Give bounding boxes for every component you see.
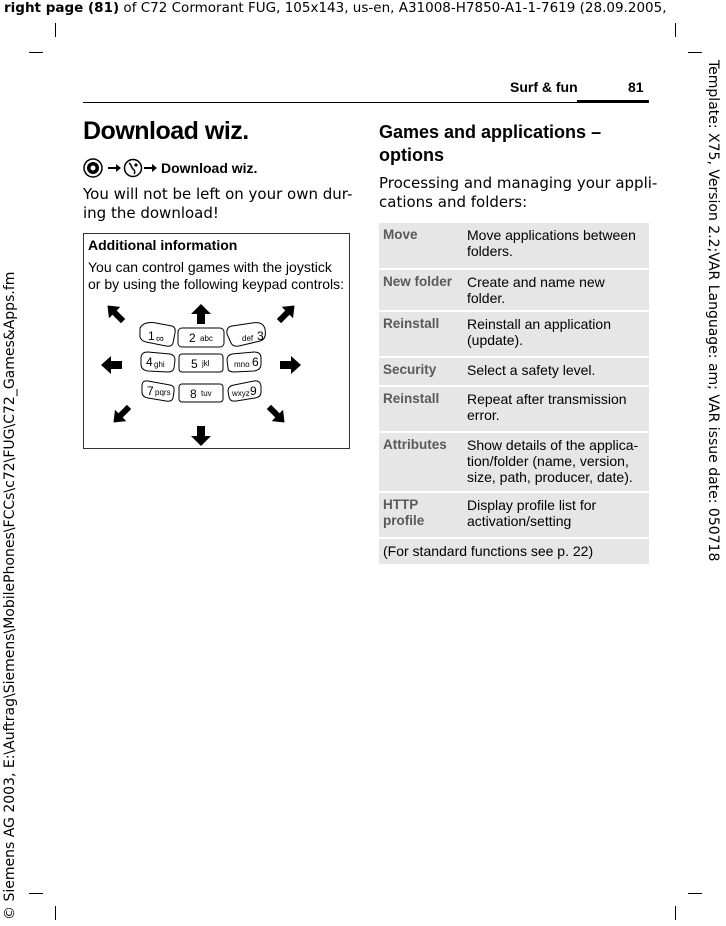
key-letters: mno bbox=[234, 360, 250, 369]
key-digit: 7 bbox=[147, 384, 154, 398]
header-page-bar bbox=[577, 100, 649, 103]
additional-info-box bbox=[83, 233, 350, 449]
info-text: You can control games with the joystick or by using the following keypad controls: bbox=[88, 259, 345, 292]
crop-mark bbox=[688, 893, 702, 894]
arrow-up-icon bbox=[191, 304, 211, 324]
arrow-right-icon bbox=[280, 356, 301, 374]
key-digit: 2 bbox=[189, 331, 196, 345]
keypad-key-7 bbox=[142, 381, 174, 401]
keypad-key-4 bbox=[141, 352, 175, 372]
option-description: Create and name new folder. bbox=[463, 270, 649, 310]
standard-functions-note: (For standard functions see p. 22) bbox=[379, 539, 649, 564]
options-heading: Games and applications – options bbox=[379, 122, 602, 165]
key-letters: def bbox=[242, 334, 254, 343]
template-side-text: Template: X75, Version 2.2;VAR Language: am; VAR issue date: 050718 bbox=[705, 60, 721, 562]
arrow-right-icon bbox=[143, 162, 159, 174]
header-rule bbox=[83, 102, 649, 103]
option-name: Move bbox=[379, 223, 463, 268]
table-row bbox=[379, 270, 649, 310]
print-header-bold: right page (81) bbox=[4, 0, 120, 16]
arrow-up-right-icon bbox=[273, 300, 300, 327]
arrow-up-left-icon bbox=[102, 300, 129, 327]
surf-fun-menu-icon bbox=[123, 158, 143, 178]
keypad-key-3 bbox=[227, 323, 266, 347]
table-row bbox=[379, 493, 649, 537]
arrow-down-icon bbox=[191, 426, 211, 446]
arrow-right-icon bbox=[107, 162, 123, 174]
key-digit: 1 bbox=[148, 329, 155, 343]
option-name: New folder bbox=[379, 270, 463, 310]
key-letters: pqrs bbox=[155, 388, 171, 397]
info-title: Additional information bbox=[88, 237, 238, 253]
options-table bbox=[379, 221, 649, 566]
option-name: Reinstall bbox=[379, 387, 463, 431]
arrow-down-left-icon bbox=[108, 401, 135, 428]
key-letters: ∞ bbox=[156, 333, 164, 345]
option-name: HTTP profile bbox=[379, 493, 463, 537]
menu-path bbox=[83, 156, 257, 180]
key-letters: wxyz bbox=[232, 389, 250, 398]
option-name: Security bbox=[379, 358, 463, 385]
keypad-key-1 bbox=[140, 323, 175, 347]
key-letters: tuv bbox=[201, 389, 212, 398]
option-description: Display profile list for activation/setting bbox=[463, 493, 649, 537]
table-row bbox=[379, 223, 649, 268]
print-header-rest: of C72 Cormorant FUG, 105x143, us-en, A31008-H7850-A1-1-7619 (28.09.2005, bbox=[119, 0, 667, 16]
key-letters: abc bbox=[200, 334, 213, 343]
section-title: Surf & fun bbox=[510, 79, 578, 95]
crop-mark bbox=[675, 906, 676, 920]
key-digit: 9 bbox=[250, 384, 257, 398]
table-row bbox=[379, 433, 649, 491]
crop-mark bbox=[675, 23, 676, 37]
menu-key-icon bbox=[83, 158, 103, 178]
key-letters: ghi bbox=[154, 360, 165, 369]
copyright-side-text: © Siemens AG 2003, E:\Auftrag\Siemens\MobilePhones\FCCs\c72\FUG\C72_Games&Apps.fm bbox=[2, 271, 18, 920]
keypad-diagram bbox=[84, 296, 349, 446]
arrow-left-icon bbox=[101, 356, 122, 374]
crop-mark bbox=[688, 52, 702, 53]
option-description: Select a safety level. bbox=[463, 358, 649, 385]
options-intro: Processing and managing your appli- cations and folders: bbox=[379, 174, 658, 211]
keypad-key-6 bbox=[227, 352, 261, 372]
keypad-key-9 bbox=[228, 381, 261, 401]
crop-mark bbox=[55, 23, 56, 37]
keypad-key-5 bbox=[179, 354, 223, 372]
key-digit: 6 bbox=[252, 355, 259, 369]
key-letters: jkl bbox=[202, 359, 210, 368]
option-description: Show details of the applica-tion/folder (name, version, size, path, producer, date). bbox=[463, 433, 649, 491]
table-row bbox=[379, 387, 649, 431]
table-row bbox=[379, 312, 649, 356]
option-description: Repeat after transmission error. bbox=[463, 387, 649, 431]
key-digit: 3 bbox=[257, 329, 264, 343]
menu-path-label: Download wiz. bbox=[161, 160, 258, 176]
keypad-key-8 bbox=[179, 384, 223, 402]
crop-mark bbox=[55, 906, 56, 920]
page-title: Download wiz. bbox=[83, 117, 249, 145]
crop-mark bbox=[29, 52, 43, 53]
table-row bbox=[379, 539, 649, 564]
option-name: Reinstall bbox=[379, 312, 463, 356]
crop-mark bbox=[29, 893, 43, 894]
key-digit: 8 bbox=[190, 387, 197, 401]
key-digit: 5 bbox=[191, 357, 198, 371]
keypad-key-2 bbox=[178, 328, 224, 347]
option-name: Attributes bbox=[379, 433, 463, 491]
table-row bbox=[379, 358, 649, 385]
arrow-down-right-icon bbox=[263, 401, 290, 428]
intro-text: You will not be left on your own dur- ing the download! bbox=[83, 185, 353, 222]
option-description: Reinstall an application (update). bbox=[463, 312, 649, 356]
option-description: Move applications between folders. bbox=[463, 223, 649, 268]
print-header bbox=[4, 0, 667, 16]
key-digit: 4 bbox=[146, 355, 153, 369]
page-number: 81 bbox=[628, 79, 644, 95]
